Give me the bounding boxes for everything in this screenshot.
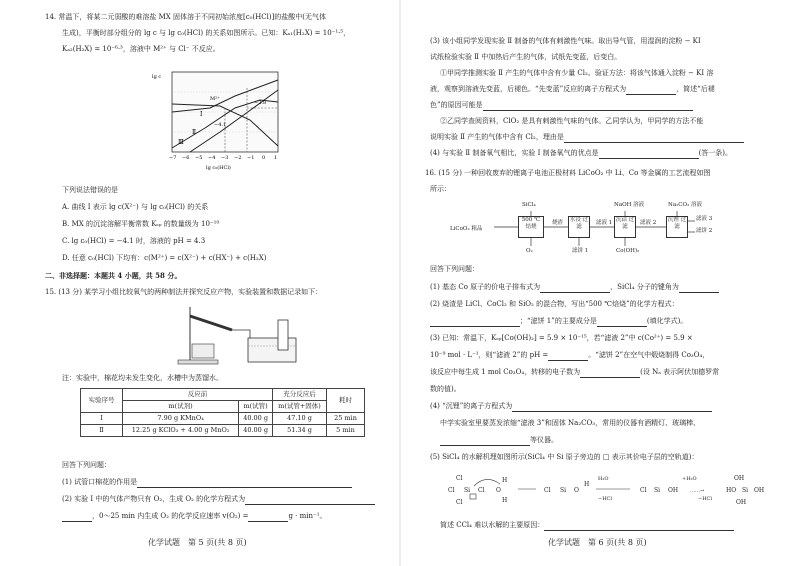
flow-na2co3: Na₂CO₃ 溶液 — [668, 202, 702, 208]
q16-q3d-text: 该反应中每生成 1 mol Co₃O₄，转移的电子数为 — [430, 368, 581, 376]
mech-atom: Cl — [456, 475, 463, 482]
q15-q2b-text: ，0～25 min 内生成 O₂ 的化学反应速率 v(O₂) = — [92, 512, 249, 520]
th-m2: m(试管) — [239, 401, 273, 413]
q16-q5b-text: 简述 CCl₄ 难以水解的主要原因： — [440, 521, 545, 529]
cell-m2: 40.00 g — [239, 425, 273, 437]
mech-atom: Si — [742, 487, 749, 494]
mech-plus: +H₂O — [682, 476, 697, 482]
table-row — [81, 425, 365, 437]
flow-step1: 烧渣 — [552, 220, 564, 226]
q15-3-l3: ①甲同学推测实验 Ⅱ 产生的气体中含有少量 Cl₂。验证方法：将该气体通入淀粉 − KI 溶 — [440, 69, 714, 77]
graph-ylabel: lg c — [152, 74, 162, 80]
mech-atom: OH — [668, 487, 679, 494]
q15-3-l4 — [430, 84, 715, 95]
answer-blank[interactable] — [245, 496, 375, 505]
q15-3-l7-text: 说明实验 Ⅱ 产生的气体中含有 Cl₂，理由是 — [430, 133, 564, 141]
q16-q2c-text: (填化学式)。 — [646, 317, 688, 325]
q16-q5b — [440, 520, 734, 531]
collecting-tube — [278, 320, 288, 350]
mech-atom: H — [502, 477, 508, 484]
mech-atom: OH — [734, 475, 745, 482]
answer-blank[interactable] — [62, 513, 92, 522]
graph-xlabel: lg c₀(HCl) — [206, 165, 231, 171]
q16-q2: (2) 烧渣是 LiCl、CoCl₂ 和 SiO₂ 的混合物，写出“500 ℃焙烧”的化学方程式： — [430, 300, 679, 308]
mech-atom: Si — [464, 487, 471, 494]
q16-q1 — [430, 282, 719, 293]
value-a: −2.8 — [254, 100, 267, 106]
q16-q2b — [430, 316, 687, 327]
q15-q2c-text: g · min⁻¹。 — [288, 512, 327, 520]
mech-atom: H — [502, 497, 508, 504]
flow-box-li: 沉锂 过滤 — [666, 216, 688, 238]
q14-graph — [150, 68, 285, 173]
q16-q3f: 数的值)。 — [430, 385, 461, 393]
q16-q4c-text: 等仪器。 — [530, 436, 558, 444]
q15-3-l6: ②乙同学查阅资料，ClO₂ 是具有刺激性气味的气体。乙同学认为，甲同学的方法不能 — [440, 117, 704, 125]
label-iii: Ⅲ — [178, 139, 184, 146]
q15-q2b — [62, 511, 327, 522]
q15-3-l5-text: 色”的原因可能是 — [430, 101, 483, 109]
q16-q1b-text: ，SiCl₄ 分子的键角为 — [610, 283, 679, 291]
q14-line2: 生成)，平衡时部分组分的 lg c 与 lg c₀(HCl) 的关系如图所示。已知：Kₐ₁(H₂X) = 10⁻¹·⁵， — [62, 29, 351, 37]
q14-option-b: B. MX 的沉淀溶解平衡常数 Kₛₚ 的数量级为 10⁻¹⁰ — [62, 220, 220, 228]
q16-q3d — [430, 367, 719, 378]
q14-line3: Kₐ₂(H₂X) = 10⁻⁶·³，溶液中 M²⁺ 与 Cl⁻ 不反应。 — [62, 45, 220, 53]
q16-q3b-text: 10⁻⁹ mol · L⁻¹，则“滤液 2”的 pH = — [430, 351, 549, 359]
flow-arrows — [480, 206, 713, 256]
mech-atom: OH — [736, 499, 747, 506]
cell-no: Ⅰ — [81, 413, 123, 425]
q16-answer-prompt: 回答下列问题： — [430, 265, 479, 273]
q15-3-l2: 试纸检验实验 Ⅱ 中加热后产生的气体，试纸先变蓝，后变白。 — [430, 53, 622, 61]
q14-line1: 14. 常温下，将某二元弱酸的难溶盐 MX 固体溶于不同初始浓度[c₀(HCl)]的盐酸中(无气体 — [45, 13, 327, 21]
value-b: −4.1 — [214, 122, 227, 128]
answer-blank[interactable] — [540, 284, 610, 293]
q15-intro: 15. (13 分) 某学习小组比较氧气的两种制法并探究反应产物，实验装置和数据记录如下： — [45, 288, 323, 296]
answer-blank[interactable] — [440, 437, 530, 446]
xtick: 0 — [262, 155, 266, 161]
flow-box-leach: 水浸 过滤 — [568, 216, 590, 238]
q16-q2b-text: ；“滤饼 1”的主要成分是 — [520, 317, 597, 325]
q16-q3e-text: (设 Nₐ 表示阿伏加德罗常 — [640, 368, 720, 376]
mech-arrow: ……→ — [690, 488, 705, 494]
xtick: −7 — [169, 155, 177, 161]
flow-cake1: 滤饼 1 — [572, 248, 589, 254]
th-no: 实验序号 — [81, 389, 123, 413]
label-m: M²⁺ — [210, 96, 220, 102]
q14-prompt: 下列说法错误的是 — [62, 186, 118, 194]
x-ticks — [169, 155, 277, 161]
answer-blank[interactable] — [626, 86, 676, 95]
answer-blank[interactable] — [137, 479, 352, 488]
cell-no: Ⅱ — [81, 425, 123, 437]
stand-base — [178, 360, 218, 364]
q15-table — [80, 388, 365, 437]
label-i: Ⅰ — [200, 111, 203, 118]
answer-blank[interactable] — [580, 369, 640, 378]
q16-q4b: 中学实验室里要蒸发浓缩“滤液 3”和固体 Na₂CO₃，常用的仪器有酒精灯、玻璃棒、 — [440, 419, 701, 427]
cell-m3: 47.10 g — [273, 413, 327, 425]
q16-q3a: (3) 已知：常温下，Kₛₚ[Co(OH)₂] = 5.9 × 10⁻¹⁵，若“滤液 2”中 c(Co²⁺) = 5.9 × — [430, 334, 693, 342]
th-m3: m(试管+固体) — [273, 401, 327, 413]
q15-3-l4-text: 液，观察到溶液先变蓝，后褪色。“先变蓝”反应的离子方程式为 — [430, 85, 627, 93]
burner — [192, 344, 214, 358]
answer-blank[interactable] — [599, 150, 699, 159]
xtick: −2 — [234, 155, 242, 161]
flow-out2: 滤饼 2 — [696, 228, 713, 234]
flow-out1: 滤液 3 — [696, 216, 713, 222]
flow-step2: 滤液 1 — [596, 220, 613, 226]
mech-atom: H — [584, 481, 590, 488]
answer-blank[interactable] — [544, 522, 734, 531]
q16-q4a — [430, 401, 712, 412]
mech-atom: O — [574, 487, 579, 494]
q14-option-c: C. lg c₀(HCl) = −4.1 时，溶液的 pH = 4.3 — [62, 237, 206, 245]
flow-raw: LiCoO₂ 粗品 — [450, 226, 483, 232]
mech-atom: Cl — [640, 487, 647, 494]
q15-4 — [430, 148, 732, 159]
q16-q4a-text: (4) “沉锂”的离子方程式为 — [430, 402, 513, 410]
cell-time: 5 min — [327, 425, 365, 437]
q14-option-a: A. 曲线 Ⅰ 表示 lg c(X²⁻) 与 lg c₀(HCl) 的关系 — [62, 203, 209, 211]
mech-hcl1: −HCl — [598, 496, 612, 502]
q16-l1: 16. (15 分) 一种回收废弃的锂离子电池正极材料 LiCoO₂ 中 Li、Co 等金属的工艺流程如图 — [425, 169, 711, 177]
mech-atom: Cl — [448, 487, 455, 494]
flow-step3: 滤液 2 — [640, 220, 657, 226]
test-tube — [190, 316, 232, 330]
cell-m1: 7.90 g KMnO₄ — [123, 413, 239, 425]
right-footer: 化学试题 第 6 页(共 8 页) — [548, 538, 647, 547]
xtick: 1 — [274, 155, 278, 161]
q16-q5: (5) SiCl₄ 的水解机理如图所示(SiCl₄ 中 Si 原子旁边的 □ 表示其价电子层的空轨道)： — [430, 453, 699, 461]
cell-m1: 12.25 g KClO₃ + 4.00 g MnO₂ — [123, 425, 239, 437]
xtick: −6 — [182, 155, 190, 161]
q15-note: 注：实验中，棉花均未发生变化，水槽中为蒸馏水。 — [62, 374, 223, 382]
water-trough — [248, 338, 296, 362]
flow-box-co: 沉钴 过滤 — [614, 216, 636, 238]
q16-q4c — [440, 435, 558, 446]
mech-atom: HO — [726, 487, 737, 494]
th-m1: m(试剂) — [123, 401, 239, 413]
answer-blank[interactable] — [430, 318, 520, 327]
left-footer: 化学试题 第 5 页(共 8 页) — [148, 538, 247, 547]
answer-blank[interactable] — [512, 403, 712, 412]
q16-q3b — [430, 350, 709, 361]
mech-atom: Cl — [478, 487, 485, 494]
th-time: 耗时 — [327, 389, 365, 413]
q15-4b-text: (答一条)。 — [698, 149, 733, 157]
section-2-heading: 二、非选择题：本题共 4 小题，共 58 分。 — [45, 271, 182, 280]
answer-blank[interactable] — [548, 352, 588, 361]
flow-naoh: NaOH 溶液 — [614, 202, 645, 208]
q15-3-l5 — [430, 100, 693, 111]
mech-atom: Cl — [456, 499, 463, 506]
xtick: −1 — [247, 155, 255, 161]
mech-atom: OH — [754, 487, 765, 494]
answer-blank[interactable] — [483, 102, 693, 111]
flow-sicl4: SiCl₄ — [522, 202, 536, 208]
table-row — [81, 413, 365, 425]
mech-atom: Cl — [544, 487, 551, 494]
flow-o2: O₂ — [526, 248, 533, 254]
label-ii: Ⅱ — [192, 129, 197, 136]
flow-cake3: Co(OH)₂ — [616, 248, 640, 254]
flow-box-roast: 500 ℃ 焙烧 — [518, 216, 544, 238]
q15-4-text: (4) 与实验 Ⅱ 制备氧气相比，实验 Ⅰ 制备氧气的优点是 — [430, 149, 599, 157]
q15-q2a — [62, 494, 375, 505]
q14-option-d: D. 任意 c₀(HCl) 下均有：c(M²⁺) = c(X²⁻) + c(HX⁻) + c(H₂X) — [62, 254, 267, 262]
answer-blank[interactable] — [248, 513, 288, 522]
cell-time: 25 min — [327, 413, 365, 425]
mech-hcl2: −HCl — [698, 496, 712, 502]
q16-l2: 所示： — [430, 185, 451, 193]
q16-q3c-text: 。“滤饼 2”在空气中煅烧制得 Co₃O₄， — [588, 351, 710, 359]
xtick: −5 — [195, 155, 203, 161]
apparatus-figure — [170, 302, 305, 367]
mech-atom: Si — [560, 487, 567, 494]
q15-q1-text: (1) 试管口棉花的作用是 — [62, 478, 138, 486]
q16-q1-text: (1) 基态 Co 原子的价电子排布式为 — [430, 283, 541, 291]
answer-blank[interactable] — [597, 318, 647, 327]
q15-q1 — [62, 477, 352, 488]
cell-m2: 40.00 g — [239, 413, 273, 425]
mech-atom: Si — [654, 487, 661, 494]
xtick: −4 — [208, 155, 216, 161]
hydrolysis-mechanism — [440, 468, 780, 514]
answer-blank[interactable] — [679, 284, 719, 293]
mech-orbital — [470, 494, 476, 499]
xtick: −3 — [221, 155, 229, 161]
mech-atom: O — [496, 487, 501, 494]
q15-3-l1: (3) 该小组同学发现实验 Ⅱ 制备的气体有刺激性气味。取出导气管，用湿润的淀粉 − KI — [430, 37, 701, 45]
right-page — [400, 0, 800, 566]
answer-blank[interactable] — [564, 134, 744, 143]
th-before: 反应前 — [123, 389, 273, 401]
q15-answer-prompt: 回答下列问题： — [62, 461, 111, 469]
cell-m3: 51.34 g — [273, 425, 327, 437]
th-after: 充分反应后 — [273, 389, 327, 401]
mech-curved-arrow — [474, 479, 500, 486]
q15-3-l7 — [430, 132, 744, 143]
mech-h2o: H₂O — [598, 476, 609, 482]
q15-q2a-text: (2) 实验 Ⅰ 中的气体产物只有 O₂，生成 O₂ 的化学方程式为 — [62, 495, 246, 503]
q15-3-l4b-text: ，简述“后褪 — [676, 85, 715, 93]
